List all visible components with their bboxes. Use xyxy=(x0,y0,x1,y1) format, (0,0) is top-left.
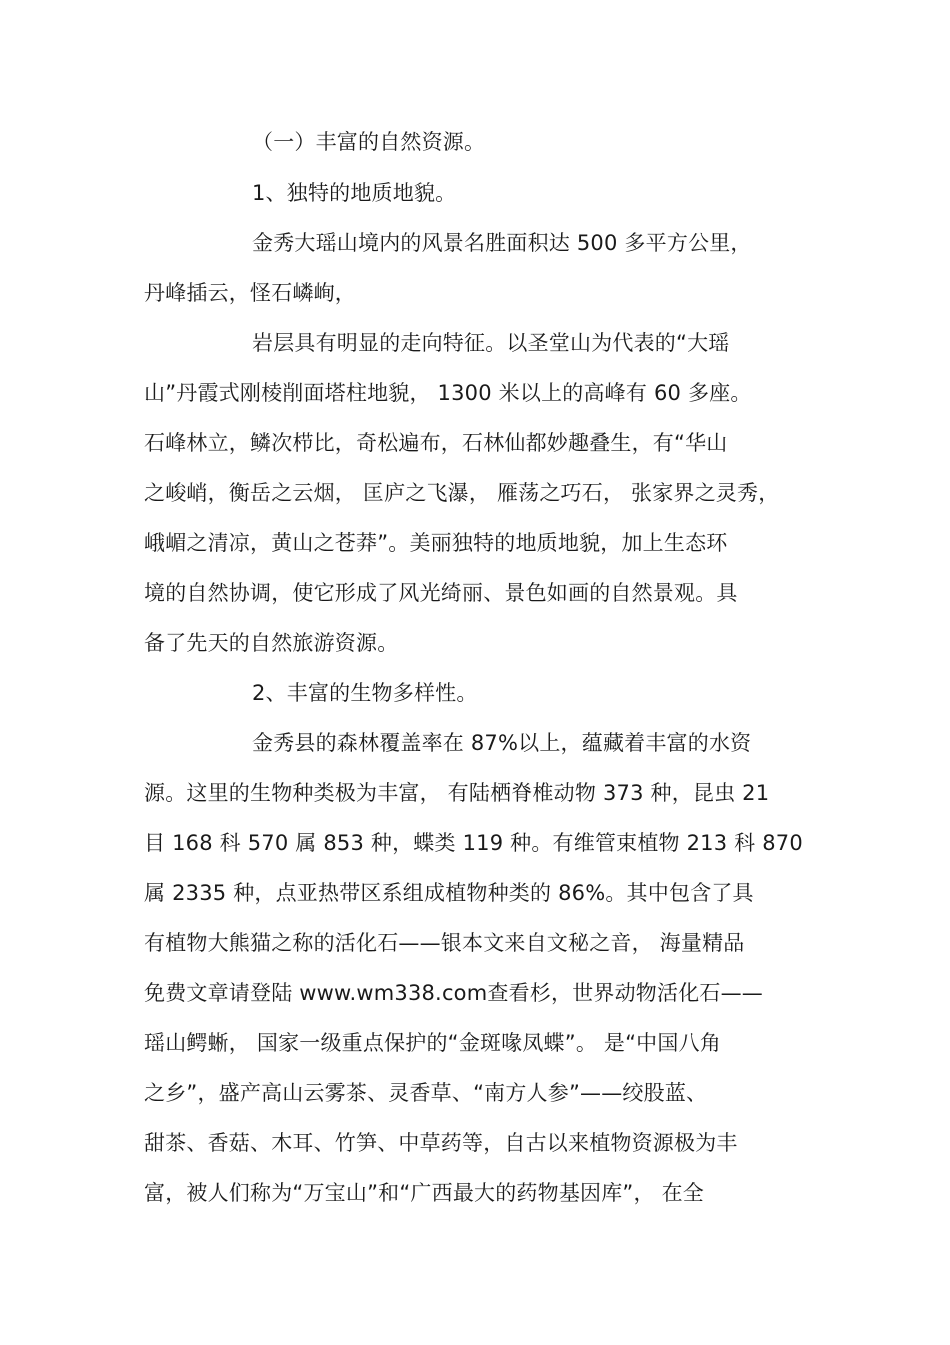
paragraph-line: 富，被人们称为“万宝山”和“广西最大的药物基因库”， 在全 xyxy=(144,1181,704,1205)
subsection-heading-geology: 1、独特的地质地貌。 xyxy=(252,181,457,205)
paragraph-line: 属 2335 种，点亚热带区系组成植物种类的 86%。其中包含了具 xyxy=(144,881,754,905)
paragraph-line: 之乡”，盛产高山云雾茶、灵香草、“南方人参”——绞股蓝、 xyxy=(144,1081,708,1105)
paragraph-line: 有植物大熊猫之称的活化石——银本文来自文秘之音， 海量精品 xyxy=(144,931,745,955)
paragraph-line: 甜茶、香菇、木耳、竹笋、中草药等，自古以来植物资源极为丰 xyxy=(144,1131,738,1155)
paragraph-line: 石峰林立，鳞次栉比，奇松遍布，石林仙都妙趣叠生，有“华山 xyxy=(144,431,728,455)
paragraph-line: 岩层具有明显的走向特征。以圣堂山为代表的“大瑶 xyxy=(252,331,730,355)
subsection-heading-biodiversity: 2、丰富的生物多样性。 xyxy=(252,681,478,705)
paragraph-line: 丹峰插云，怪石嶙峋， xyxy=(144,281,356,305)
paragraph-line: 金秀大瑶山境内的风景名胜面积达 500 多平方公里， xyxy=(252,231,752,255)
paragraph-line: 金秀县的森林覆盖率在 87%以上，蕴藏着丰富的水资 xyxy=(252,731,752,755)
paragraph-line: 瑶山鳄蜥， 国家一级重点保护的“金斑喙凤蝶”。 是“中国八角 xyxy=(144,1031,721,1055)
section-heading: （一）丰富的自然资源。 xyxy=(252,130,486,154)
paragraph-line: 境的自然协调，使它形成了风光绮丽、景色如画的自然景观。具 xyxy=(144,581,738,605)
paragraph-line: 免费文章请登陆 www.wm338.com查看杉，世界动物活化石—— xyxy=(144,981,763,1005)
paragraph-line: 之峻峭，衡岳之云烟， 匡庐之飞瀑， 雁荡之巧石， 张家界之灵秀， xyxy=(144,481,780,505)
paragraph-line: 源。这里的生物种类极为丰富， 有陆栖脊椎动物 373 种，昆虫 21 xyxy=(144,781,770,805)
paragraph-line: 目 168 科 570 属 853 种，蝶类 119 种。有维管束植物 213 科 870 xyxy=(144,831,803,855)
paragraph-line: 峨嵋之清凉，黄山之苍莽”。美丽独特的地质地貌，加上生态环 xyxy=(144,531,728,555)
paragraph-line: 山”丹霞式刚棱削面塔柱地貌， 1300 米以上的高峰有 60 多座。 xyxy=(144,381,752,405)
paragraph-line: 备了先天的自然旅游资源。 xyxy=(144,631,399,655)
